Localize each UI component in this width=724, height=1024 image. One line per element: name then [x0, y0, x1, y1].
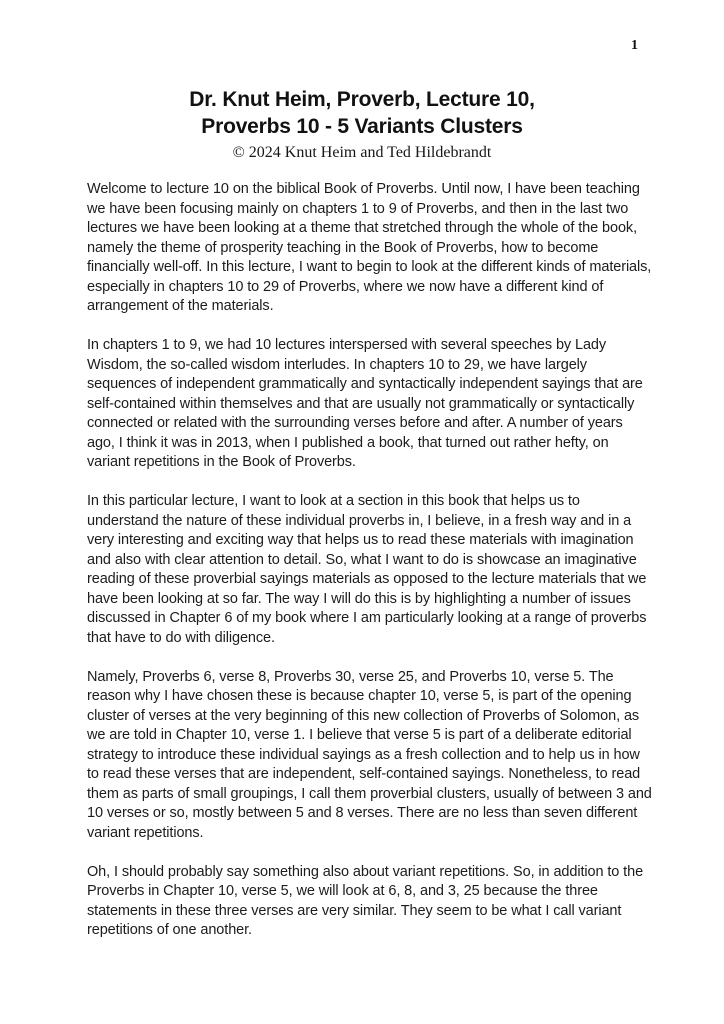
document-body [87, 180, 653, 960]
page-number: 1 [631, 38, 638, 53]
paragraph-variant-repetitions: Oh, I should probably say something also about variant repetitions. So, in addition to the Proverbs in Chapter 10, verse 5, we will look at 6, 8, and 3, 25 because the three statements in these three verses are very similar. They seem to be what I call variant repetitions of one another. [87, 863, 644, 938]
copyright-line: © 2024 Knut Heim and Ted Hildebrandt [232, 144, 492, 161]
paragraph-welcome: Welcome to lecture 10 on the biblical Book of Proverbs. Until now, I have been teaching we have been focusing mainly on chapters 1 to 9 of Proverbs, and then in the last two lectures we have been looking at a theme that stretched through the whole of the book, namely the theme of prosperity teaching in the Book of Proverbs, how to become financially well-off. In this lecture, I want to begin to look at the different kinds of materials, especially in chapters 10 to 29 of Proverbs, where we now have a different kind of arrangement of the materials. [87, 181, 652, 314]
document-title-line-2: Proverbs 10 - 5 Variants Clusters [201, 115, 523, 138]
document-title-line-1: Dr. Knut Heim, Proverb, Lecture 10, [189, 88, 535, 111]
paragraph-proverbs-verses: Namely, Proverbs 6, verse 8, Proverbs 30, verse 25, and Proverbs 10, verse 5. The reason why I have chosen these is because chapter 10, verse 5, is part of the opening cluster of verses at the very beginning of this new collection of Proverbs of Solomon, as we are told in Chapter 10, verse 1. I believe that verse 5 is part of a deliberate editorial strategy to introduce these individual sayings as a fresh collection and to help us in how to read these verses that are independent, self-contained sayings. Nonetheless, to read them as parts of small groupings, I call them proverbial clusters, usually of between 3 and 10 verses or so, mostly between 5 and 8 verses. There are no less than seven different variant repetitions. [87, 668, 652, 841]
paragraph-chapters-1-to-9: In chapters 1 to 9, we had 10 lectures interspersed with several speeches by Lady Wisdom, the so-called wisdom interludes. In chapters 10 to 29, we have largely sequences of independent grammatically and syntactically independent sayings that are self-contained within themselves and that are usually not grammatically or syntactically connected or related with the surrounding verses before and after. A number of years ago, I think it was in 2013, when I published a book, that turned out rather hefty, on variant repetitions in the Book of Proverbs. [87, 337, 643, 470]
paragraph-this-lecture-focus: In this particular lecture, I want to look at a section in this book that helps us to understand the nature of these individual proverbs in, I believe, in a fresh way and in a very interesting and exciting way that helps us to read these materials with imagination and also with clear attention to detail. So, what I want to do is showcase an imaginative reading of these proverbial sayings materials as opposed to the lecture materials that we have been looking at so far. The way I will do this is by highlighting a number of issues discussed in Chapter 6 of my book where I am particularly looking at a range of proverbs that have to do with diligence. [87, 493, 647, 646]
document-header [0, 86, 724, 163]
